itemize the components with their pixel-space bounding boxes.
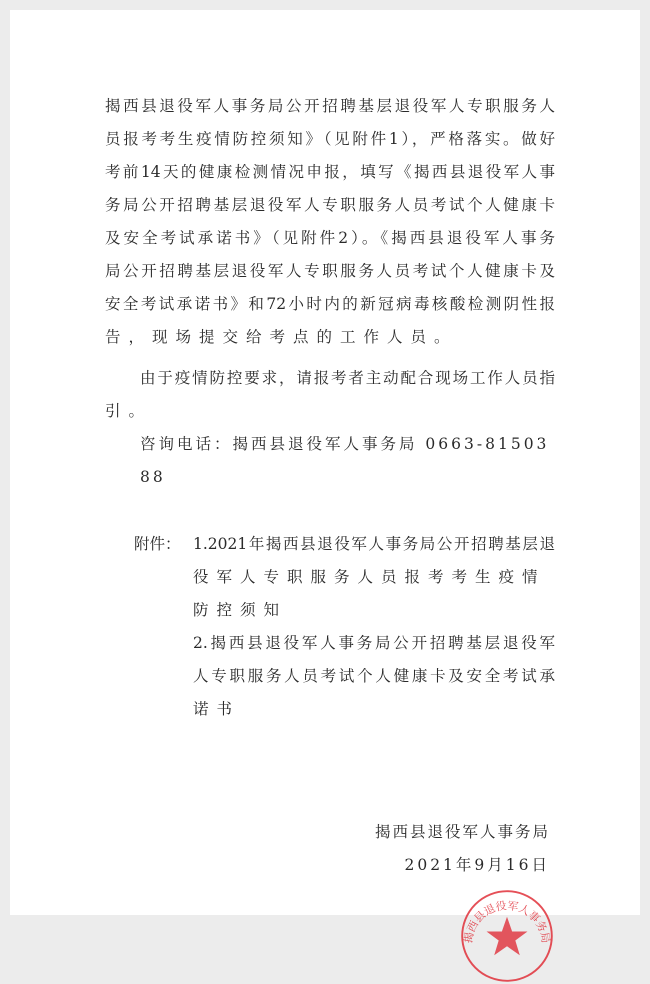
official-seal-wrapper (105, 888, 555, 984)
attachment-line: 诺书 (193, 700, 241, 718)
body-line: 局公开招聘基层退役军人专职服务人员考试个人健康卡及 (105, 262, 555, 280)
attachment-line: 役军人专职服务人员报考考生疫情防控须知 (193, 568, 546, 619)
body-line: 安全考试承诺书》和72小时内的新冠病毒核酸检测阴性报 (105, 295, 555, 313)
body-line: 揭西县退役军人事务局公开招聘基层退役军人专职服务人 (105, 97, 555, 115)
body-line: 员报考考生疫情防控须知》（见附件1），严格落实。做好 (105, 130, 555, 148)
document-body (105, 90, 555, 984)
attachments (105, 528, 555, 561)
attachment-line: 2.揭西县退役军人事务局公开招聘基层退役军 (193, 634, 555, 652)
paragraph-line: 引。 (105, 402, 153, 420)
official-seal (459, 888, 555, 984)
attachment-line: 人专职服务人员考试个人健康卡及安全考试承 (193, 667, 555, 685)
signature-org: 揭西县退役军人事务局 (374, 823, 550, 841)
signature-date: 2021年9月16日 (404, 856, 550, 874)
body-line: 务局公开招聘基层退役军人专职服务人员考试个人健康卡 (105, 196, 555, 214)
svg-text:揭西县退役军人事务局: 揭西县退役军人事务局 (461, 899, 553, 945)
paragraph-line: 由于疫情防控要求，请报考者主动配合现场工作人员指 (140, 369, 555, 387)
body-line: 及安全考试承诺书》（见附件2）。《揭西县退役军人事务 (105, 229, 555, 247)
contact-phone: 咨询电话：揭西县退役军人事务局 0663-8150388 (140, 435, 550, 486)
attachments-label: 附件： (134, 535, 181, 553)
attachment-line: 1.2021年揭西县退役军人事务局公开招聘基层退 (193, 535, 555, 553)
body-line: 告，现场提交给考点的工作人员。 (105, 328, 458, 346)
body-line: 考前14天的健康检测情况申报，填写《揭西县退役军人事 (105, 163, 555, 181)
document-page (10, 10, 640, 945)
